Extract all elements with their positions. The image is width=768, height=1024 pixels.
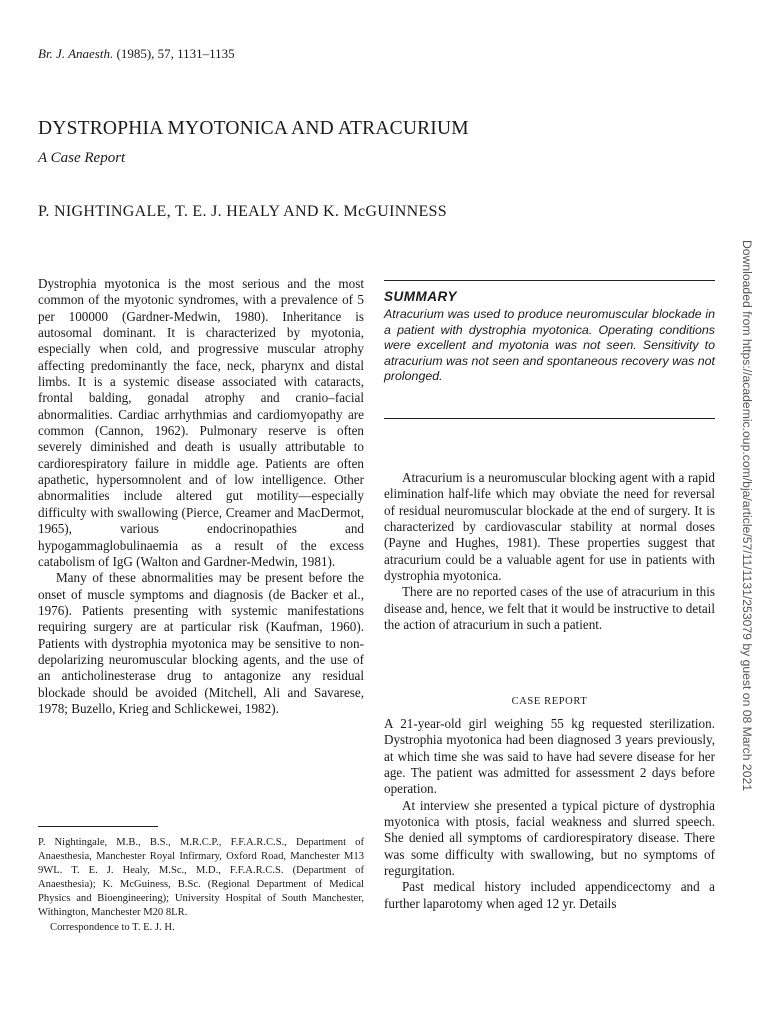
case-paragraph: A 21-year-old girl weighing 55 kg requested sterilization. Dystrophia myotonica had been diagnosed 3 years previously, at which time she was said to have had severe disease for her age. The patient was admitted for assessment 2 days before operation. (384, 716, 715, 797)
summary-heading: SUMMARY (384, 289, 458, 304)
journal-citation (38, 46, 235, 62)
case-report-body (384, 716, 715, 912)
summary-top-rule (384, 280, 715, 281)
article-title: DYSTROPHIA MYOTONICA AND ATRACURIUM (38, 118, 469, 139)
correspondence-note: Correspondence to T. E. J. H. (50, 921, 175, 933)
journal-name: Br. J. Anaesth. (38, 46, 114, 61)
right-column-body (384, 470, 715, 633)
footnote-rule (38, 826, 158, 827)
case-paragraph: At interview she presented a typical picture of dystrophia myotonica with ptosis, facial weakness and slurred speech. She denied all symptoms of cardiorespiratory disease. There was some difficulty with swallowing, but no symptoms of regurgitation. (384, 797, 715, 879)
summary-bottom-rule (384, 418, 715, 419)
author-list: P. NIGHTINGALE, T. E. J. HEALY AND K. McGUINNESS (38, 203, 447, 220)
body-paragraph: Atracurium is a neuromuscular blocking agent with a rapid elimination half-life which may obviate the need for reversal of residual neuromuscular blockade at the end of surgery. It is characterized by cardiovascular stability at normal doses (Payne and Hughes, 1981). These properties suggest that atracurium could be a valuable agent for use in patients with dystrophia myotonica. (384, 470, 715, 584)
journal-volume-pages: (1985), 57, 1131–1135 (113, 46, 235, 61)
left-column-body (38, 276, 364, 717)
summary-text: Atracurium was used to produce neuromuscular blockade in a patient with dystrophia myotonica. Operating conditions were excellent and myotonia was not seen. Sensitivity to atracurium was not seen and spontaneous recovery was not prolonged. (384, 307, 715, 384)
download-watermark (738, 240, 758, 800)
download-watermark-text: Downloaded from https://academic.oup.com/bja/article/57/11/1131/253079 by guest on 08 March 2021 (740, 240, 754, 792)
case-report-heading: CASE REPORT (511, 696, 588, 707)
intro-paragraph: Many of these abnormalities may be present before the onset of muscle symptoms and diagnosis (de Backer et al., 1976). Patients presenting with systemic manifestations requiring surgery are at particular risk (Kaufman, 1960). Patients with dystrophia myotonica may be sensitive to non-depolarizing neuromuscular blocking agents, and the use of an anticholinesterase drug to antagonize any residual blockade should be avoided (Mitchell, Ali and Savarese, 1978; Buzello, Krieg and Schlickewei, 1982). (38, 570, 364, 716)
article-subtitle: A Case Report (38, 150, 126, 166)
intro-paragraph: Dystrophia myotonica is the most serious and the most common of the myotonic syndromes, with a prevalence of 5 per 100000 (Gardner-Medwin, 1980). Inheritance is autosomal dominant. It is characterized by myotonia, especially when cold, and progressive muscular atrophy affecting predominantly the face, neck, pharynx and distal limbs. It is a systemic disease associated with cataracts, frontal balding, gonadal atrophy and cranio–facial abnormalities. Cardiac arrhythmias and cardiomyopathy are common (Cannon, 1962). Pulmonary reserve is often severely diminished and death is usually attributable to cardiorespiratory failure in middle age. Patients are often apathetic, hypersomnolent and of low intelligence. Other abnormalities include altered gut motility—especially difficulty with swallowing (Pierce, Creamer and MacDermot, 1965), various endocrinopathies and hypogammaglobulinaemia as a result of the excess catabolism of IgG (Walton and Gardner-Medwin, 1981). (38, 276, 364, 569)
footnotes (38, 836, 364, 935)
body-paragraph: There are no reported cases of the use of atracurium in this disease and, hence, we felt that it would be instructive to detail the action of atracurium in such a patient. (384, 584, 715, 633)
case-paragraph: Past medical history included appendicectomy and a further laparotomy when aged 12 yr. Details (384, 879, 715, 911)
author-affiliations: P. Nightingale, M.B., B.S., M.R.C.P., F.F.A.R.C.S., Department of Anaesthesia, Manchester Royal Infirmary, Oxford Road, Manchester M13 9WL. T. E. J. Healy, M.Sc., M.D., F.F.A.R.C.S. (Department of Anaesthesia); K. McGuiness, B.Sc. (Regional Department of Medical Physics and Bioengineering); University Hospital of South Manchester, Withington, Manchester M20 8LR. (38, 837, 364, 919)
